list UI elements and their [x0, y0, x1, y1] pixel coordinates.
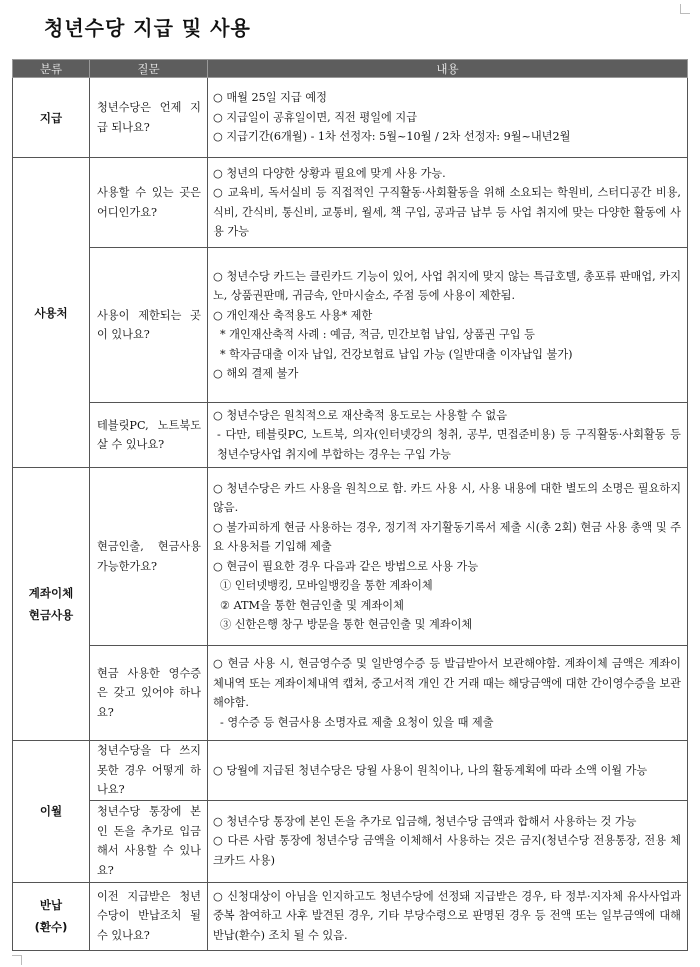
question-cell: 현금 사용한 영수증은 갖고 있어야 하나요? — [90, 646, 208, 741]
question-cell: 사용이 제한되는 곳이 있나요? — [90, 248, 208, 403]
content-cell — [208, 158, 688, 248]
table-row — [13, 158, 688, 248]
content-line: ○ 매월 25일 지급 예정 — [213, 91, 327, 105]
question-cell: 사용할 수 있는 곳은 어디인가요? — [90, 158, 208, 248]
content-line: ○ 해외 결제 불가 — [213, 367, 299, 380]
content-line: ○ 현금 사용 시, 현금영수증 및 일반영수증 등 발급받아서 보관해야함. 계좌이체 금액은 계좌이체내역 또는 계좌이체내역 캡쳐, 중고서적 개인 간 거래 때는 해당금액에 대한 간이영수증을 보관해야함. — [213, 657, 681, 709]
question-cell: 현금인출, 현금사용 가능한가요? — [90, 468, 208, 646]
table-row — [13, 78, 688, 158]
category-label: 반납 — [39, 898, 63, 912]
table-row — [13, 248, 688, 403]
content-cell — [208, 882, 688, 950]
table-row — [13, 468, 688, 646]
table-row — [13, 741, 688, 801]
category-cell — [13, 78, 90, 158]
header-category: 분류 — [13, 60, 90, 78]
content-line: ○ 지급일이 공휴일이면, 직전 평일에 지급 — [213, 110, 418, 124]
category-label: 이월 — [39, 804, 63, 819]
content-line: - 영수증 등 현금사용 소명자료 제출 요청이 있을 때 제출 — [220, 715, 494, 729]
content-line: ○ 청년수당은 카드 사용을 원칙으로 함. 카드 사용 시, 사용 내용에 대한 별도의 소명은 필요하지 않음. — [213, 481, 681, 514]
content-line: ○ 불가피하게 현금 사용하는 경우, 정기적 자기활동기록서 제출 시(총 2회) 현금 사용 총액 및 주요 사용처를 기입해 제출 — [213, 520, 682, 553]
content-line: * 학자금대출 이자 납입, 건강보험료 납입 가능 (일반대출 이자납입 불가) — [220, 347, 573, 361]
content-line: ○ 교육비, 독서실비 등 직접적인 구직활동·사회활동을 위해 소요되는 학원비, 스터디공간 비용, 식비, 간식비, 통신비, 교통비, 월세, 책 구입, 공과금 납부 등 사업 취지에 맞는 다양한 활동에 사용 가능 — [213, 186, 681, 238]
content-line: ○ 청년수당 카드는 클린카드 기능이 있어, 사업 취지에 맞지 않는 특급호텔, 총포류 판매업, 카지노, 상품권판매, 귀금속, 안마시술소, 주점 등에 사용이 제한됨. — [213, 269, 681, 302]
content-line: * 개인재산축적 사례 : 예금, 적금, 민간보험 납입, 상품권 구입 등 — [220, 328, 535, 341]
question-cell: 테블릿PC, 노트북도 살 수 있나요? — [90, 403, 208, 468]
content-cell — [208, 646, 688, 741]
question-cell: 청년수당을 다 쓰지 못한 경우 어떻게 하나요? — [90, 741, 208, 801]
category-cell — [13, 468, 90, 741]
content-line: ○ 지급기간(6개월) - 1차 선정자: 5월~10월 / 2차 선정자: 9월~내년2월 — [213, 130, 571, 144]
question-cell: 청년수당은 언제 지급 되나요? — [90, 78, 208, 158]
content-cell — [208, 403, 688, 468]
question-cell: 청년수당 통장에 본인 돈을 추가로 입금해서 사용할 수 있나요? — [90, 800, 208, 882]
category-label: 계좌이체 — [28, 586, 74, 600]
category-label: 사용처 — [34, 305, 68, 320]
header-question: 질문 — [90, 60, 208, 78]
category-cell — [13, 882, 90, 950]
page-title: 청년수당 지급 및 사용 — [44, 16, 251, 40]
category-cell — [13, 741, 90, 883]
table-row — [13, 882, 688, 950]
page-corner-mark — [12, 955, 22, 965]
content-line: ○ 청년의 다양한 상황과 필요에 맞게 사용 가능. — [213, 166, 446, 180]
page-corner-mark — [680, 4, 690, 14]
category-label: (환수) — [34, 920, 68, 934]
content-cell — [208, 468, 688, 646]
content-cell — [208, 248, 688, 403]
content-cell — [208, 800, 688, 882]
content-line: ① 인터넷뱅킹, 모바일뱅킹을 통한 계좌이체 — [220, 579, 433, 592]
content-line: ○ 당월에 지급된 청년수당은 당월 사용이 원칙이나, 나의 활동계획에 따라 소액 이월 가능 — [213, 763, 648, 777]
content-cell — [208, 78, 688, 158]
table-header-row — [13, 60, 688, 78]
content-cell — [208, 741, 688, 801]
content-line: ○ 청년수당은 원칙적으로 재산축적 용도로는 사용할 수 없음 — [213, 408, 508, 422]
category-label: 지급 — [39, 110, 63, 125]
category-cell — [13, 158, 90, 468]
content-line: ② ATM을 통한 현금인출 및 계좌이체 — [220, 598, 404, 612]
header-content: 내용 — [208, 60, 688, 78]
content-line: ○ 현금이 필요한 경우 다음과 같은 방법으로 사용 가능 — [213, 559, 479, 573]
question-cell: 이전 지급받은 청년수당이 반납조치 될 수 있나요? — [90, 882, 208, 950]
table-row — [13, 646, 688, 741]
content-line: ○ 신청대상이 아님을 인지하고도 청년수당에 선정돼 지급받은 경우, 타 정부·지자체 유사사업과 중복 참여하고 사후 발견된 경우, 기타 부당수령으로 판명된 경우 등 전액 또는 일부금액에 대해 반납(환수) 조치 될 수 있음. — [213, 889, 681, 942]
category-label: 현금사용 — [28, 608, 74, 622]
content-line: ○ 청년수당 통장에 본인 돈을 추가로 입금해, 청년수당 금액과 합해서 사용하는 것 가능 — [213, 814, 637, 828]
table-row — [13, 403, 688, 468]
qa-table — [12, 59, 688, 951]
content-line: ○ 개인재산 축적용도 사용* 제한 — [213, 308, 373, 322]
content-line: - 다만, 테블릿PC, 노트북, 의자(인터넷강의 청취, 공부, 면접준비용) 등 구직활동·사회활동 등 청년수당사업 취지에 부합하는 경우는 구입 가능 — [217, 428, 681, 461]
table-row — [13, 800, 688, 882]
content-line: ③ 신한은행 창구 방문을 통한 현금인출 및 계좌이체 — [220, 618, 473, 631]
content-line: ○ 다른 사람 통장에 청년수당 금액을 이체해서 사용하는 것은 금지(청년수당 전용통장, 전용 체크카드 사용) — [213, 834, 681, 867]
